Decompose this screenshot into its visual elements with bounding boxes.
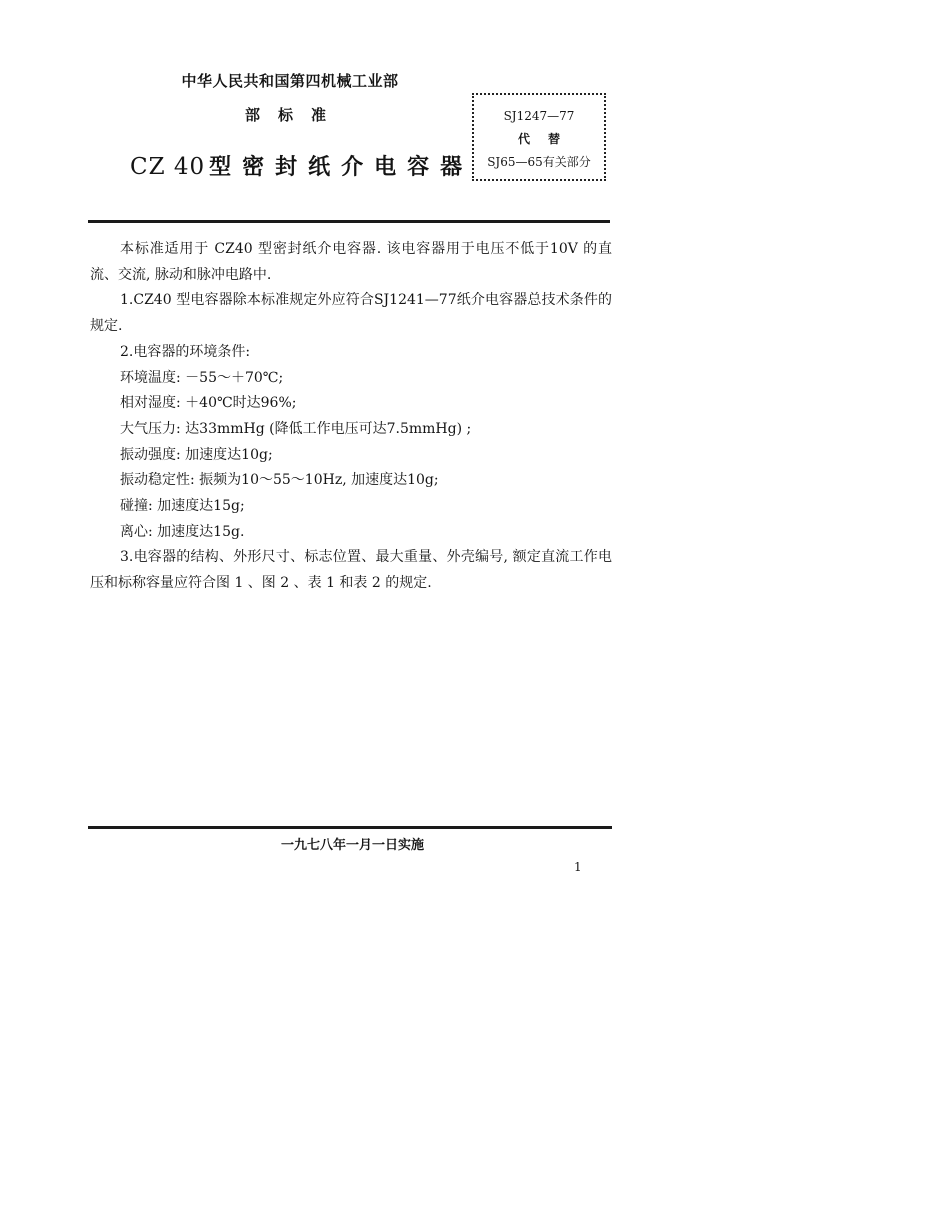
intro-paragraph: 本标准适用于 CZ40 型密封纸介电容器. 该电容器用于电压不低于10V 的直流、交流, 脉动和脉冲电路中. xyxy=(90,241,612,283)
document-title xyxy=(130,150,473,181)
effective-date: 一九七八年一月一日实施 xyxy=(280,838,424,853)
clause-1: 1.CZ40 型电容器除本标准规定外应符合SJ1241—77纸介电容器总技术条件的规定. xyxy=(90,292,612,335)
document-body xyxy=(90,237,612,597)
title-model: CZ 40 xyxy=(130,154,206,180)
condition-vibration-stability: 振动稳定性: 振频为10～55～10Hz, 加速度达10g; xyxy=(120,472,439,489)
standard-code-box xyxy=(472,93,606,181)
standard-level: 部标准 xyxy=(245,106,345,124)
title-text: 型密封纸介电容器 xyxy=(209,155,474,180)
condition-vibration-strength: 振动强度: 加速度达10g; xyxy=(120,446,273,463)
condition-humidity: 相对湿度: ＋40℃时达96%; xyxy=(120,395,297,412)
clause-2: 2.电容器的环境条件: xyxy=(120,343,251,360)
replaced-standard: SJ65—65有关部分 xyxy=(487,155,591,169)
condition-pressure: 大气压力: 达33mmHg (降低工作电压可达7.5mmHg) ; xyxy=(120,420,472,437)
header-rule xyxy=(88,220,610,223)
ministry-name: 中华人民共和国第四机械工业部 xyxy=(181,72,399,90)
replaces-label: 代替 xyxy=(517,132,578,146)
standard-code: SJ1247—77 xyxy=(503,109,575,123)
page-number: 1 xyxy=(574,860,582,874)
clause-3: 3.电容器的结构、外形尺寸、标志位置、最大重量、外壳编号, 额定直流工作电压和标称容量应符合图 1 、图 2 、表 1 和表 2 的规定. xyxy=(90,549,612,592)
condition-impact: 碰撞: 加速度达15g; xyxy=(120,498,245,515)
condition-temperature: 环境温度: －55～＋70℃; xyxy=(120,369,284,386)
footer-rule xyxy=(88,826,612,829)
condition-centrifuge: 离心: 加速度达15g. xyxy=(120,523,245,540)
